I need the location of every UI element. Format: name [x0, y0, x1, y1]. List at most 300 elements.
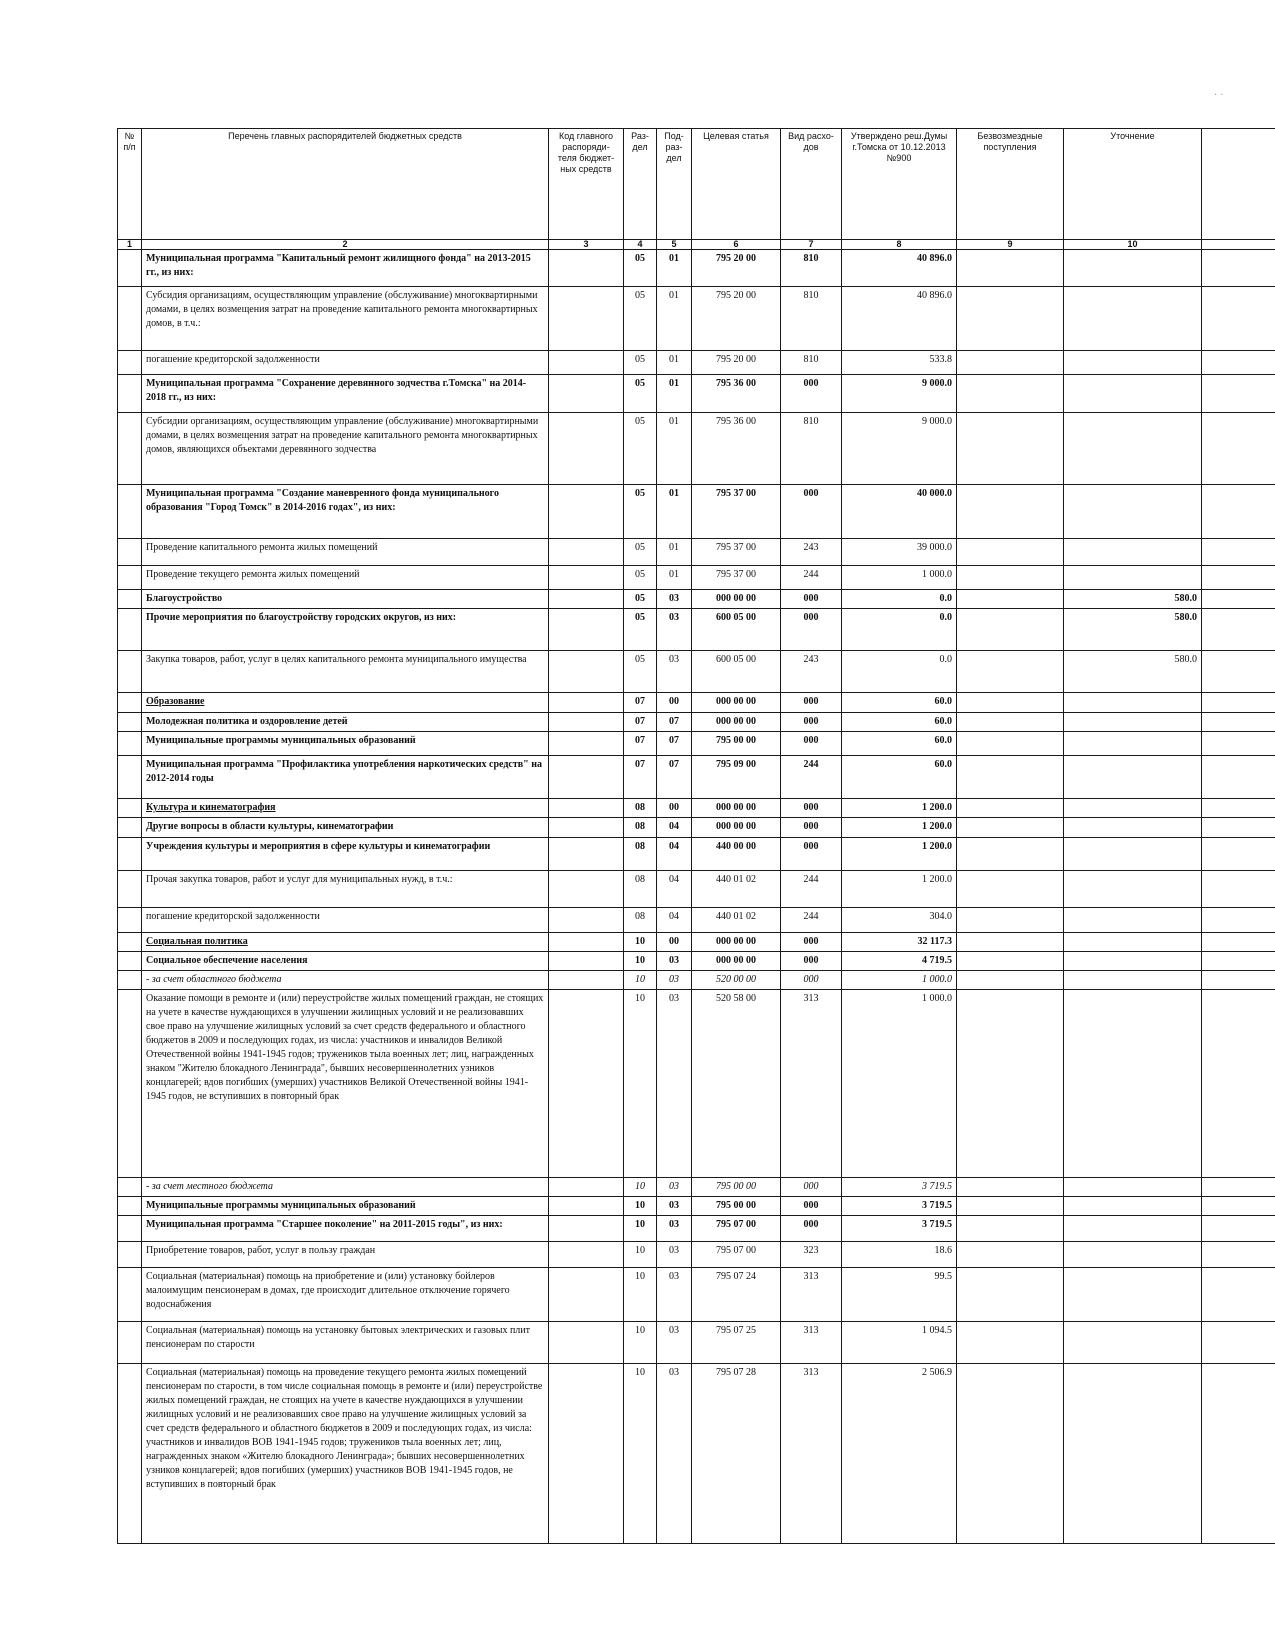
- row-extra: [1202, 818, 1275, 838]
- column-number: 3: [549, 240, 624, 250]
- row-gratuitous: [957, 539, 1064, 566]
- row-name: Учреждения культуры и мероприятия в сфере культуры и кинематографии: [142, 838, 549, 871]
- row-code: [549, 952, 624, 971]
- row-clarification: [1064, 1178, 1202, 1197]
- table-row: [118, 799, 1275, 818]
- header-extra: [1202, 129, 1275, 240]
- row-vid: 000: [781, 609, 842, 651]
- header-gratuitous: Безвозмездные поступления: [957, 129, 1064, 240]
- row-podrazdel: 07: [657, 732, 692, 756]
- row-razdel: 08: [624, 908, 657, 933]
- column-number: 4: [624, 240, 657, 250]
- row-extra: [1202, 952, 1275, 971]
- row-gratuitous: [957, 590, 1064, 609]
- row-vid: 000: [781, 799, 842, 818]
- table-row: [118, 871, 1275, 908]
- row-extra: [1202, 1216, 1275, 1242]
- header-num: № п/п: [118, 129, 142, 240]
- row-podrazdel: 00: [657, 933, 692, 952]
- row-approved: 1 094.5: [842, 1322, 957, 1364]
- row-podrazdel: 03: [657, 952, 692, 971]
- row-clarification: [1064, 990, 1202, 1178]
- row-clarification: 580.0: [1064, 590, 1202, 609]
- header-clarification: Уточнение: [1064, 129, 1202, 240]
- row-statya: 795 00 00: [692, 732, 781, 756]
- row-gratuitous: [957, 651, 1064, 693]
- row-approved: 1 000.0: [842, 990, 957, 1178]
- row-statya: 795 07 25: [692, 1322, 781, 1364]
- row-podrazdel: 03: [657, 1216, 692, 1242]
- row-code: [549, 933, 624, 952]
- row-statya: 000 00 00: [692, 693, 781, 713]
- row-code: [549, 971, 624, 990]
- row-code: [549, 732, 624, 756]
- row-gratuitous: [957, 1242, 1064, 1268]
- table-row: [118, 485, 1275, 539]
- row-extra: [1202, 1322, 1275, 1364]
- row-number: [118, 1322, 142, 1364]
- row-approved: 0.0: [842, 609, 957, 651]
- row-razdel: 05: [624, 590, 657, 609]
- row-number: [118, 1268, 142, 1322]
- row-razdel: 05: [624, 609, 657, 651]
- table-row: [118, 818, 1275, 838]
- table-row: [118, 287, 1275, 351]
- row-vid: 313: [781, 1364, 842, 1544]
- row-vid: 313: [781, 1268, 842, 1322]
- table-row: [118, 413, 1275, 485]
- row-extra: [1202, 756, 1275, 799]
- row-code: [549, 818, 624, 838]
- row-approved: 1 000.0: [842, 971, 957, 990]
- table-row: [118, 566, 1275, 590]
- row-name: Благоустройство: [142, 590, 549, 609]
- row-razdel: 07: [624, 756, 657, 799]
- row-code: [549, 590, 624, 609]
- scan-noise: · ·: [1214, 90, 1224, 101]
- table-row: [118, 1268, 1275, 1322]
- row-clarification: [1064, 351, 1202, 375]
- row-code: [549, 539, 624, 566]
- row-extra: [1202, 590, 1275, 609]
- row-number: [118, 651, 142, 693]
- row-approved: 1 200.0: [842, 838, 957, 871]
- table-row: [118, 1197, 1275, 1216]
- row-extra: [1202, 375, 1275, 413]
- header-approved: Утверждено реш.Думы г.Томска от 10.12.2013 №900: [842, 129, 957, 240]
- row-extra: [1202, 871, 1275, 908]
- row-vid: 000: [781, 693, 842, 713]
- row-gratuitous: [957, 1364, 1064, 1544]
- row-clarification: [1064, 732, 1202, 756]
- row-clarification: [1064, 799, 1202, 818]
- row-statya: 000 00 00: [692, 590, 781, 609]
- row-name: Проведение капитального ремонта жилых помещений: [142, 539, 549, 566]
- row-clarification: 580.0: [1064, 609, 1202, 651]
- row-number: [118, 1242, 142, 1268]
- table-row: [118, 933, 1275, 952]
- row-clarification: [1064, 1197, 1202, 1216]
- header-podrazdel: Под-раз-дел: [657, 129, 692, 240]
- row-statya: 795 09 00: [692, 756, 781, 799]
- row-extra: [1202, 1242, 1275, 1268]
- row-razdel: 10: [624, 1364, 657, 1544]
- row-name: Прочие мероприятия по благоустройству городских округов, из них:: [142, 609, 549, 651]
- row-clarification: [1064, 756, 1202, 799]
- row-vid: 000: [781, 375, 842, 413]
- row-code: [549, 1216, 624, 1242]
- row-approved: 2 506.9: [842, 1364, 957, 1544]
- row-gratuitous: [957, 990, 1064, 1178]
- row-clarification: [1064, 287, 1202, 351]
- row-clarification: [1064, 1268, 1202, 1322]
- row-razdel: 10: [624, 952, 657, 971]
- column-number: 1: [118, 240, 142, 250]
- row-vid: 000: [781, 732, 842, 756]
- row-approved: 4 719.5: [842, 952, 957, 971]
- row-gratuitous: [957, 713, 1064, 732]
- row-podrazdel: 03: [657, 990, 692, 1178]
- row-podrazdel: 00: [657, 799, 692, 818]
- row-razdel: 08: [624, 838, 657, 871]
- row-statya: 440 00 00: [692, 838, 781, 871]
- row-number: [118, 1197, 142, 1216]
- row-name: Муниципальная программа "Капитальный ремонт жилищного фонда" на 2013-2015 гг., из них:: [142, 250, 549, 287]
- row-gratuitous: [957, 609, 1064, 651]
- row-extra: [1202, 732, 1275, 756]
- row-number: [118, 871, 142, 908]
- row-statya: 795 07 00: [692, 1242, 781, 1268]
- row-approved: 9 000.0: [842, 413, 957, 485]
- row-vid: 000: [781, 1197, 842, 1216]
- row-statya: 795 36 00: [692, 375, 781, 413]
- row-number: [118, 609, 142, 651]
- row-razdel: 08: [624, 799, 657, 818]
- row-name: Другие вопросы в области культуры, кинематографии: [142, 818, 549, 838]
- row-gratuitous: [957, 1178, 1064, 1197]
- row-name: Приобретение товаров, работ, услуг в пользу граждан: [142, 1242, 549, 1268]
- row-extra: [1202, 485, 1275, 539]
- row-name: Субсидии организациям, осуществляющим управление (обслуживание) многоквартирными домами, в целях возмещения затрат на проведение капитального ремонта многоквартирных домов, являющихся объектами деревянного зодчества: [142, 413, 549, 485]
- row-name: Прочая закупка товаров, работ и услуг для муниципальных нужд, в т.ч.:: [142, 871, 549, 908]
- row-name: Социальная (материальная) помощь на приобретение и (или) установку бойлеров малоимущим пенсионерам в домах, где происходит длительное отключение горячего водоснабжения: [142, 1268, 549, 1322]
- row-approved: 40 000.0: [842, 485, 957, 539]
- row-name: Проведение текущего ремонта жилых помещений: [142, 566, 549, 590]
- row-name: - за счет областного бюджета: [142, 971, 549, 990]
- row-approved: 1 200.0: [842, 799, 957, 818]
- row-clarification: [1064, 1322, 1202, 1364]
- row-gratuitous: [957, 908, 1064, 933]
- row-statya: 600 05 00: [692, 609, 781, 651]
- row-statya: 795 37 00: [692, 485, 781, 539]
- row-clarification: [1064, 1216, 1202, 1242]
- table-row: [118, 609, 1275, 651]
- row-number: [118, 590, 142, 609]
- header-name: Перечень главных распорядителей бюджетных средств: [142, 129, 549, 240]
- row-code: [549, 1197, 624, 1216]
- row-extra: [1202, 539, 1275, 566]
- row-name: Муниципальные программы муниципальных образований: [142, 1197, 549, 1216]
- table-row: [118, 590, 1275, 609]
- row-gratuitous: [957, 1322, 1064, 1364]
- table-row: [118, 838, 1275, 871]
- row-clarification: [1064, 250, 1202, 287]
- row-podrazdel: 03: [657, 971, 692, 990]
- row-podrazdel: 01: [657, 413, 692, 485]
- row-clarification: [1064, 713, 1202, 732]
- row-approved: 99.5: [842, 1268, 957, 1322]
- row-extra: [1202, 651, 1275, 693]
- row-gratuitous: [957, 933, 1064, 952]
- row-statya: 795 37 00: [692, 566, 781, 590]
- table-row: [118, 375, 1275, 413]
- row-statya: 000 00 00: [692, 713, 781, 732]
- row-name: Оказание помощи в ремонте и (или) переустройстве жилых помещений граждан, не стоящих на учете в качестве нуждающихся в улучшении жилищных условий и не реализовавших свое право на улучшение жилищных условий за счет средств федерального и областного бюджетов в 2009 и последующих годах, из числа: участников и инвалидов Великой Отечественной войны 1941-1945 годов; тружеников тыла военных лет; лиц, награжденных знаком "Жителю блокадного Ленинграда", бывших несовершеннолетних узников концлагерей; вдов погибших (умерших) участников Великой Отечественной войны 1941-1945 годов, не вступивших в повторный брак: [142, 990, 549, 1178]
- row-razdel: 05: [624, 485, 657, 539]
- row-approved: 3 719.5: [842, 1216, 957, 1242]
- row-razdel: 05: [624, 539, 657, 566]
- row-clarification: [1064, 413, 1202, 485]
- header-code: Код главного распоряди-теля бюджет-ных средств: [549, 129, 624, 240]
- row-approved: 1 200.0: [842, 818, 957, 838]
- row-razdel: 10: [624, 1268, 657, 1322]
- row-number: [118, 1216, 142, 1242]
- row-number: [118, 971, 142, 990]
- row-extra: [1202, 609, 1275, 651]
- row-approved: 60.0: [842, 713, 957, 732]
- row-razdel: 08: [624, 871, 657, 908]
- row-statya: 000 00 00: [692, 933, 781, 952]
- row-clarification: [1064, 485, 1202, 539]
- row-statya: 795 20 00: [692, 250, 781, 287]
- row-gratuitous: [957, 1216, 1064, 1242]
- row-gratuitous: [957, 375, 1064, 413]
- row-clarification: [1064, 375, 1202, 413]
- row-razdel: 10: [624, 1216, 657, 1242]
- row-number: [118, 990, 142, 1178]
- row-razdel: 05: [624, 351, 657, 375]
- row-podrazdel: 04: [657, 838, 692, 871]
- row-vid: 810: [781, 250, 842, 287]
- row-vid: 000: [781, 713, 842, 732]
- table-row: [118, 539, 1275, 566]
- column-number: 8: [842, 240, 957, 250]
- row-extra: [1202, 799, 1275, 818]
- row-approved: 60.0: [842, 732, 957, 756]
- row-razdel: 05: [624, 250, 657, 287]
- row-gratuitous: [957, 287, 1064, 351]
- row-approved: 304.0: [842, 908, 957, 933]
- row-approved: 0.0: [842, 590, 957, 609]
- row-extra: [1202, 566, 1275, 590]
- row-name: Социальная политика: [142, 933, 549, 952]
- row-number: [118, 413, 142, 485]
- row-clarification: [1064, 971, 1202, 990]
- row-razdel: 10: [624, 990, 657, 1178]
- column-number: 10: [1064, 240, 1202, 250]
- row-clarification: [1064, 838, 1202, 871]
- row-approved: 3 719.5: [842, 1178, 957, 1197]
- row-extra: [1202, 351, 1275, 375]
- row-vid: 243: [781, 651, 842, 693]
- row-clarification: [1064, 1242, 1202, 1268]
- row-number: [118, 693, 142, 713]
- row-razdel: 10: [624, 1242, 657, 1268]
- row-code: [549, 1268, 624, 1322]
- row-vid: 313: [781, 1322, 842, 1364]
- row-approved: 1 000.0: [842, 566, 957, 590]
- row-gratuitous: [957, 871, 1064, 908]
- row-extra: [1202, 287, 1275, 351]
- table-row: [118, 651, 1275, 693]
- row-statya: 795 07 24: [692, 1268, 781, 1322]
- row-statya: 795 07 28: [692, 1364, 781, 1544]
- row-code: [549, 1242, 624, 1268]
- row-name: Субсидия организациям, осуществляющим управление (обслуживание) многоквартирными домами, в целях возмещения затрат на проведение капитального ремонта многоквартирных домов, в т.ч.:: [142, 287, 549, 351]
- row-name: Муниципальная программа "Старшее поколение" на 2011-2015 годы", из них:: [142, 1216, 549, 1242]
- row-extra: [1202, 1268, 1275, 1322]
- row-extra: [1202, 971, 1275, 990]
- row-clarification: [1064, 566, 1202, 590]
- row-code: [549, 713, 624, 732]
- row-extra: [1202, 908, 1275, 933]
- row-name: Социальная (материальная) помощь на установку бытовых электрических и газовых плит пенсионерам по старости: [142, 1322, 549, 1364]
- table-row: [118, 1322, 1275, 1364]
- row-extra: [1202, 713, 1275, 732]
- row-razdel: 08: [624, 818, 657, 838]
- row-name: Социальная (материальная) помощь на проведение текущего ремонта жилых помещений пенсионерам по старости, в том числе социальная помощь в ремонте и (или) переустройстве жилых помещений граждан, не стоящих на учете в качестве нуждающихся в улучшении жилищных условий и не реализовавших свое право на улучшение жилищных условий за счет средств федерального и областного бюджетов в 2009 и последующих годах, из числа: участников и инвалидов ВОВ 1941-1945 годов; тружеников тыла военных лет; лиц, награжденных знаком «Жителю блокадного Ленинграда»; бывших несовершеннолетних узников концлагерей; вдов погибших (умерших) участников ВОВ 1941-1945 годов, не вступивших в повторный брак: [142, 1364, 549, 1544]
- row-vid: 000: [781, 590, 842, 609]
- row-gratuitous: [957, 952, 1064, 971]
- row-gratuitous: [957, 732, 1064, 756]
- table-row: [118, 351, 1275, 375]
- table-row: [118, 952, 1275, 971]
- row-gratuitous: [957, 250, 1064, 287]
- row-vid: 810: [781, 287, 842, 351]
- table-row: [118, 732, 1275, 756]
- row-vid: 313: [781, 990, 842, 1178]
- row-razdel: 07: [624, 732, 657, 756]
- table-row: [118, 1216, 1275, 1242]
- row-statya: 795 20 00: [692, 287, 781, 351]
- row-number: [118, 952, 142, 971]
- column-number: 7: [781, 240, 842, 250]
- row-approved: 0.0: [842, 651, 957, 693]
- row-code: [549, 1364, 624, 1544]
- table-header-row: [118, 129, 1275, 240]
- row-vid: 000: [781, 971, 842, 990]
- row-podrazdel: 01: [657, 485, 692, 539]
- row-vid: 000: [781, 933, 842, 952]
- budget-table: [117, 128, 1275, 1544]
- row-name: Муниципальная программа "Профилактика употребления наркотических средств" на 2012-2014 годы: [142, 756, 549, 799]
- row-number: [118, 818, 142, 838]
- row-razdel: 10: [624, 971, 657, 990]
- row-gratuitous: [957, 351, 1064, 375]
- row-podrazdel: 03: [657, 1242, 692, 1268]
- row-number: [118, 287, 142, 351]
- row-extra: [1202, 1178, 1275, 1197]
- table-row: [118, 756, 1275, 799]
- row-extra: [1202, 838, 1275, 871]
- row-clarification: 580.0: [1064, 651, 1202, 693]
- row-name: погашение кредиторской задолженности: [142, 908, 549, 933]
- row-number: [118, 732, 142, 756]
- table-row: [118, 990, 1275, 1178]
- row-extra: [1202, 1364, 1275, 1544]
- row-podrazdel: 01: [657, 375, 692, 413]
- column-number-row: [118, 240, 1275, 250]
- row-approved: 40 896.0: [842, 287, 957, 351]
- column-number: 2: [142, 240, 549, 250]
- row-vid: 323: [781, 1242, 842, 1268]
- table-row: [118, 908, 1275, 933]
- row-razdel: 05: [624, 566, 657, 590]
- row-number: [118, 375, 142, 413]
- row-code: [549, 351, 624, 375]
- row-number: [118, 539, 142, 566]
- column-number: [1202, 240, 1275, 250]
- row-number: [118, 250, 142, 287]
- row-extra: [1202, 1197, 1275, 1216]
- row-vid: 000: [781, 485, 842, 539]
- row-gratuitous: [957, 799, 1064, 818]
- row-statya: 795 07 00: [692, 1216, 781, 1242]
- row-name: Муниципальная программа "Создание маневренного фонда муниципального образования "Город Томск" в 2014-2016 годах", из них:: [142, 485, 549, 539]
- row-statya: 795 36 00: [692, 413, 781, 485]
- row-gratuitous: [957, 566, 1064, 590]
- row-razdel: 05: [624, 413, 657, 485]
- row-clarification: [1064, 933, 1202, 952]
- row-approved: 32 117.3: [842, 933, 957, 952]
- column-number: 5: [657, 240, 692, 250]
- row-podrazdel: 01: [657, 351, 692, 375]
- row-podrazdel: 03: [657, 1364, 692, 1544]
- row-number: [118, 566, 142, 590]
- row-number: [118, 351, 142, 375]
- row-code: [549, 250, 624, 287]
- row-code: [549, 485, 624, 539]
- row-podrazdel: 03: [657, 1197, 692, 1216]
- table-row: [118, 250, 1275, 287]
- row-razdel: 07: [624, 693, 657, 713]
- table-row: [118, 713, 1275, 732]
- row-extra: [1202, 693, 1275, 713]
- row-name: Закупка товаров, работ, услуг в целях капитального ремонта муниципального имущества: [142, 651, 549, 693]
- row-podrazdel: 03: [657, 1178, 692, 1197]
- row-code: [549, 908, 624, 933]
- row-gratuitous: [957, 485, 1064, 539]
- row-approved: 60.0: [842, 756, 957, 799]
- row-number: [118, 713, 142, 732]
- row-name: - за счет местного бюджета: [142, 1178, 549, 1197]
- row-number: [118, 799, 142, 818]
- row-code: [549, 693, 624, 713]
- row-code: [549, 838, 624, 871]
- row-vid: 243: [781, 539, 842, 566]
- row-code: [549, 1178, 624, 1197]
- row-podrazdel: 00: [657, 693, 692, 713]
- row-gratuitous: [957, 838, 1064, 871]
- row-podrazdel: 03: [657, 1268, 692, 1322]
- row-clarification: [1064, 1364, 1202, 1544]
- row-vid: 000: [781, 1216, 842, 1242]
- row-podrazdel: 03: [657, 590, 692, 609]
- row-number: [118, 933, 142, 952]
- row-extra: [1202, 933, 1275, 952]
- row-statya: 440 01 02: [692, 908, 781, 933]
- row-statya: 000 00 00: [692, 818, 781, 838]
